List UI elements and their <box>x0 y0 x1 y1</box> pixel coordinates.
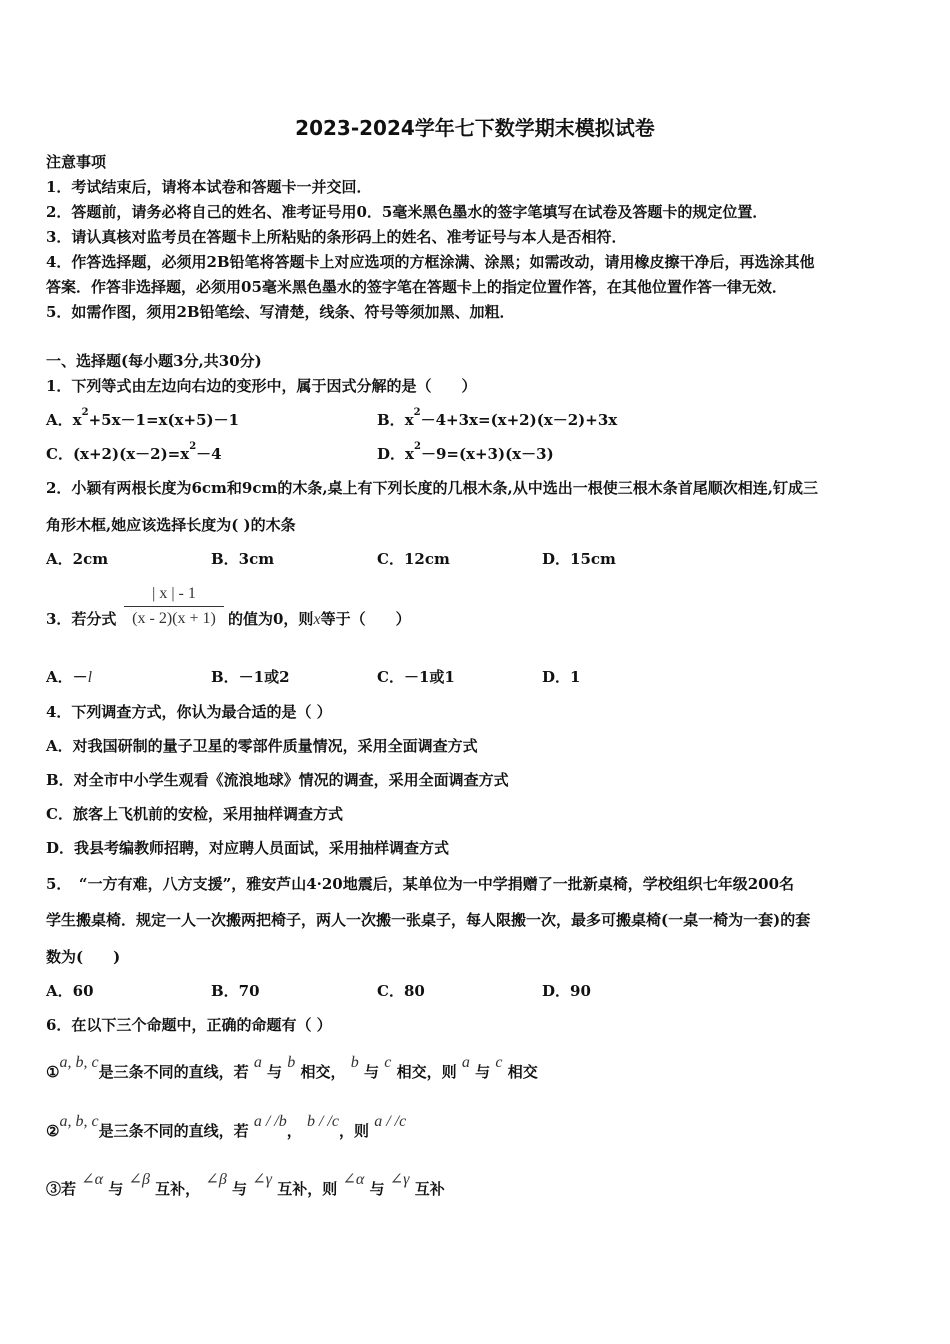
q3-suffix <box>228 609 411 630</box>
page-title: 2023-2024学年七下数学期末模拟试卷 <box>295 116 655 140</box>
notice-item: 5．如需作图，须用2B铅笔绘、写清楚，线条、符号等须加黑、加粗． <box>46 303 515 321</box>
q2-stem-line1: 2．小颖有两根长度为6cm和9cm的木条,桌上有下列长度的几根木条,从中选出一根使三根木条首尾顺次相连,钉成三 <box>46 479 818 497</box>
q4-option-a: A．对我国研制的量子卫星的零部件质量情况，采用全面调查方式 <box>46 737 478 755</box>
option-text: －4+3x=(x+2)(x－2)+3x <box>420 411 618 429</box>
q1-stem: 1．下列等式由左边向右边的变形中，属于因式分解的是（ ） <box>46 377 477 395</box>
q2-stem-line2: 角形木框,她应该选择长度为( )的木条 <box>46 516 296 534</box>
q5-option-d: D．90 <box>542 982 591 1000</box>
superscript: 2 <box>81 407 89 418</box>
q4-option-b: B．对全市中小学生观看《流浪地球》情况的调查，采用全面调查方式 <box>46 771 509 789</box>
q3-option-a <box>46 667 92 688</box>
math-var: b / /c <box>306 1113 339 1130</box>
q6-proposition-3 <box>46 1171 445 1201</box>
math-var: a, b, c <box>59 1113 99 1130</box>
math-var: ∠β <box>128 1171 150 1188</box>
math-var: ∠α <box>81 1171 104 1188</box>
q6-proposition-1 <box>46 1054 538 1084</box>
q1-option-a <box>46 407 240 433</box>
option-text: +5x－1=x(x+5)－1 <box>88 411 240 429</box>
section-heading: 一、选择题(每小题3分,共30分) <box>46 352 262 370</box>
notice-item: 2．答题前，请务必将自己的姓名、准考证号用0．5毫米黑色墨水的签字笔填写在试卷及答题卡的规定位置． <box>46 203 768 221</box>
proposition-text: 与 <box>108 1180 124 1198</box>
proposition-text: 是三条不同的直线，若 <box>98 1122 249 1140</box>
q3-option-d: D．1 <box>542 668 581 686</box>
q5-stem-line1: 5． “一方有难，八方支援”，雅安芦山4·20地震后，某单位为一中学捐赠了一批新桌椅，学校组织七年级200名 <box>46 875 795 893</box>
math-var: a <box>461 1054 470 1071</box>
proposition-text: 与 <box>369 1180 385 1198</box>
notice-item: 4．作答选择题，必须用2B铅笔将答题卡上对应选项的方框涂满、涂黑；如需改动，请用橡皮擦干净后，再选涂其他 <box>46 253 815 271</box>
q6-proposition-2 <box>46 1113 407 1143</box>
q5-stem-line2: 学生搬桌椅．规定一人一次搬两把椅子，两人一次搬一张桌子，每人限搬一次，最多可搬桌椅(一桌一椅为一套)的套 <box>46 911 811 929</box>
option-text: －4 <box>196 445 222 463</box>
fraction-numerator: | x | - 1 <box>152 585 196 602</box>
proposition-text: 与 <box>232 1180 248 1198</box>
math-var: b <box>287 1054 296 1071</box>
q3-suffix-text: 等于（ ） <box>320 610 411 628</box>
proposition-text: ，则 <box>338 1122 369 1140</box>
q4-stem: 4．下列调查方式，你认为最合适的是（ ） <box>46 703 332 721</box>
q1-option-d <box>377 441 554 467</box>
q3-prefix: 3．若分式 <box>46 610 117 628</box>
math-var: a, b, c <box>59 1054 99 1071</box>
superscript: 2 <box>413 407 421 418</box>
math-var: ∠α <box>342 1171 365 1188</box>
q6-stem: 6．在以下三个命题中，正确的命题有（ ） <box>46 1016 332 1034</box>
q5-stem-line3: 数为( ) <box>46 948 121 966</box>
option-text: (x+2)(x－2)=x <box>72 445 190 463</box>
proposition-text: 是三条不同的直线，若 <box>98 1063 249 1081</box>
math-var: c <box>495 1054 503 1071</box>
proposition-mark: ② <box>46 1122 60 1140</box>
fraction-bar <box>124 606 224 607</box>
q1-option-b <box>377 407 618 433</box>
proposition-text: 与 <box>364 1063 380 1081</box>
math-var: b <box>350 1054 359 1071</box>
option-label: D． <box>377 445 406 463</box>
q2-option-b: B．3cm <box>211 550 275 568</box>
superscript: 2 <box>413 441 421 452</box>
q5-option-b: B．70 <box>211 982 260 1000</box>
option-label: B． <box>377 411 405 429</box>
q1-option-c <box>46 441 222 467</box>
proposition-text: 相交， <box>300 1063 346 1081</box>
q3-suffix-text: 的值为0，则 <box>228 610 314 628</box>
option-text: x <box>72 411 82 429</box>
proposition-text: ， <box>286 1122 302 1140</box>
option-text: x <box>404 411 414 429</box>
q2-option-c: C．12cm <box>377 550 450 568</box>
q4-option-d: D．我县考编教师招聘，对应聘人员面试，采用抽样调查方式 <box>46 839 450 857</box>
q2-option-d: D．15cm <box>542 550 616 568</box>
option-label: A． <box>46 411 73 429</box>
notice-heading: 注意事项 <box>46 153 107 171</box>
proposition-text: 与 <box>475 1063 491 1081</box>
math-var: c <box>384 1054 392 1071</box>
math-var: ∠γ <box>252 1171 272 1188</box>
option-label: C． <box>46 445 73 463</box>
notice-item: 1．考试结束后，请将本试卷和答题卡一并交回． <box>46 178 372 196</box>
option-text: l <box>87 669 93 686</box>
proposition-mark: ③若 <box>46 1180 77 1198</box>
math-var: a / /b <box>253 1113 287 1130</box>
option-text: x <box>405 445 414 463</box>
q3-option-c: C．－1或1 <box>377 668 455 686</box>
q3-fraction <box>124 584 224 629</box>
math-var: ∠β <box>205 1171 227 1188</box>
superscript: 2 <box>189 441 197 452</box>
math-var: ∠γ <box>389 1171 410 1188</box>
option-text: －9=(x+3)(x－3) <box>420 445 554 463</box>
q4-option-c: C．旅客上飞机前的安检，采用抽样调查方式 <box>46 805 343 823</box>
q3-option-b: B．－1或2 <box>211 668 290 686</box>
proposition-text: 互补 <box>414 1180 445 1198</box>
notice-item: 3．请认真核对监考员在答题卡上所粘贴的条形码上的姓名、准考证号与本人是否相符． <box>46 228 627 246</box>
proposition-text: 互补，则 <box>277 1180 338 1198</box>
q2-option-a: A．2cm <box>46 550 109 568</box>
proposition-mark: ① <box>46 1063 60 1081</box>
option-label: A．－ <box>46 668 88 686</box>
proposition-text: 相交，则 <box>396 1063 457 1081</box>
fraction-denominator: (x - 2)(x + 1) <box>132 610 216 627</box>
q5-option-c: C．80 <box>377 982 425 1000</box>
proposition-text: 互补， <box>155 1180 201 1198</box>
proposition-text: 与 <box>267 1063 283 1081</box>
math-var: x <box>313 611 321 628</box>
math-var: a / /c <box>374 1113 407 1130</box>
math-var: a <box>253 1054 262 1071</box>
proposition-text: 相交 <box>507 1063 538 1081</box>
notice-item: 答案．作答非选择题，必须用05毫米黑色墨水的签字笔在答题卡上的指定位置作答，在其他位置作答一律无效． <box>46 278 787 296</box>
q5-option-a: A．60 <box>46 982 94 1000</box>
